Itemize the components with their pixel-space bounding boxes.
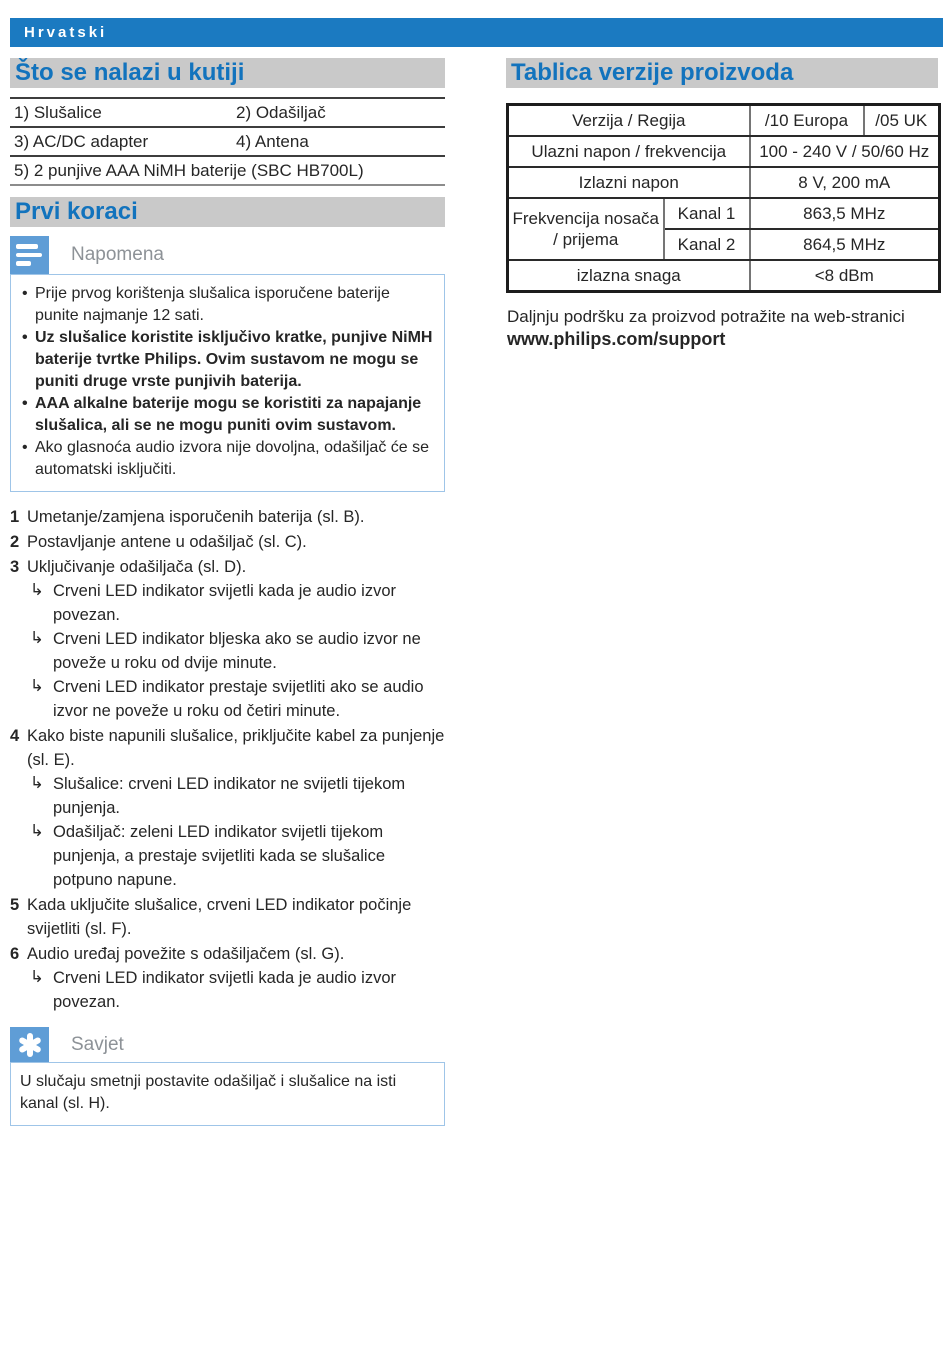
language-header-bar <box>10 18 943 47</box>
step-result-text: Crveni LED indikator bljeska ako se audio izvor ne poveže u roku od dvije minute. <box>53 630 421 672</box>
bullet-icon: • <box>22 285 28 302</box>
tip-asterisk-icon <box>10 1027 49 1062</box>
step-number: 4 <box>10 727 20 745</box>
note-bullet-list <box>20 283 434 481</box>
box-contents-row <box>10 99 445 128</box>
bullet-icon: • <box>22 395 28 412</box>
box-item: 5) 2 punjive AAA NiMH baterije (SBC HB700L) <box>14 161 364 180</box>
note-bullet <box>20 283 434 327</box>
version-eu-cell: /10 Europa <box>750 105 864 137</box>
section-title: Prvi koraci <box>15 198 138 225</box>
table-row <box>508 167 940 198</box>
step-number: 2 <box>10 533 20 551</box>
tip-text: U slučaju smetnji postavite odašiljač i slušalice na isti kanal (sl. H). <box>20 1073 397 1112</box>
note-bullet <box>20 393 434 437</box>
channel1-label-cell: Kanal 1 <box>664 198 750 229</box>
steps-list <box>10 505 445 1014</box>
product-version-table <box>506 103 941 293</box>
step-result <box>30 966 445 1014</box>
support-url: www.philips.com/support <box>507 329 726 349</box>
note-bullet-text: AAA alkalne baterije mogu se koristiti za napajanje slušalica, ali se ne mogu puniti ovim sustavom. <box>35 395 422 434</box>
table-row <box>508 198 940 229</box>
return-arrow-icon: ↳ <box>30 822 44 840</box>
tip-label: Savjet <box>71 1033 124 1055</box>
step-result-text: Crveni LED indikator svijetli kada je audio izvor povezan. <box>53 582 396 624</box>
note-label: Napomena <box>71 244 164 265</box>
step-number: 5 <box>10 896 20 914</box>
version-label-cell: Verzija / Regija <box>508 105 750 137</box>
box-item: 2) Odašiljač <box>236 103 326 122</box>
bullet-icon: • <box>22 329 28 346</box>
output-value-cell: 8 V, 200 mA <box>750 167 940 198</box>
step-text: Kako biste napunili slušalice, priključite kabel za punjenje (sl. E). <box>27 727 445 769</box>
step-number: 1 <box>10 508 20 526</box>
input-value-cell: 100 - 240 V / 50/60 Hz <box>750 136 940 167</box>
support-text <box>507 305 938 351</box>
step-text: Postavljanje antene u odašiljač (sl. C). <box>27 533 307 551</box>
note-bullet-text: Uz slušalice koristite isključivo kratke, punjive NiMH baterije tvrtke Philips. Ovim sustavom ne mogu se puniti druge vrste punjivih baterija. <box>35 329 433 390</box>
frequency-label-cell <box>508 198 664 260</box>
note-bullet-text: Prije prvog korištenja slušalica isporučene baterije punite najmanje 12 sati. <box>35 285 390 324</box>
section-header-whats-in-box <box>10 58 445 88</box>
table-row <box>508 260 940 292</box>
step-number: 6 <box>10 945 20 963</box>
power-value-cell: <8 dBm <box>750 260 940 292</box>
tip-callout-header <box>10 1027 445 1062</box>
frequency-label-line1: Frekvencija nosača <box>512 209 659 228</box>
step-result <box>30 675 445 723</box>
step-item <box>10 893 445 941</box>
bullet-icon: • <box>22 439 28 456</box>
input-label-cell: Ulazni napon / frekvencija <box>508 136 750 167</box>
step-item <box>10 724 445 892</box>
step-item <box>10 530 445 554</box>
step-result-text: Crveni LED indikator prestaje svijetliti ako se audio izvor ne poveže u roku od četiri minute. <box>53 678 424 720</box>
channel2-label-cell: Kanal 2 <box>664 229 750 260</box>
note-icon <box>10 236 49 274</box>
table-row <box>508 105 940 137</box>
box-item: 3) AC/DC adapter <box>14 132 149 151</box>
channel2-value-cell: 864,5 MHz <box>750 229 940 260</box>
step-result <box>30 627 445 675</box>
step-text: Umetanje/zamjena isporučenih baterija (sl. B). <box>27 508 365 526</box>
note-box <box>10 274 445 492</box>
frequency-label-line2: / prijema <box>553 230 619 249</box>
step-item <box>10 505 445 529</box>
box-contents-row <box>10 157 445 186</box>
return-arrow-icon: ↳ <box>30 774 44 792</box>
left-column <box>10 58 445 1126</box>
note-bullet-text: Ako glasnoća audio izvora nije dovoljna, odašiljač će se automatski isključiti. <box>35 439 430 478</box>
return-arrow-icon: ↳ <box>30 677 44 695</box>
box-item: 4) Antena <box>236 132 309 151</box>
step-result-text: Odašiljač: zeleni LED indikator svijetli tijekom punjenja, a prestaje svijetliti kada se slušalice potpuno napune. <box>53 823 386 889</box>
support-line: Daljnju podršku za proizvod potražite na web-stranici <box>507 307 905 326</box>
power-label-cell: izlazna snaga <box>508 260 750 292</box>
version-uk-cell: /05 UK <box>864 105 940 137</box>
box-contents-row <box>10 128 445 157</box>
step-result-text: Slušalice: crveni LED indikator ne svijetli tijekom punjenja. <box>53 775 406 817</box>
step-result <box>30 579 445 627</box>
step-text: Audio uređaj povežite s odašiljačem (sl. G). <box>27 945 345 963</box>
step-result <box>30 820 445 892</box>
step-text: Uključivanje odašiljača (sl. D). <box>27 558 247 576</box>
box-item: 1) Slušalice <box>14 103 102 122</box>
return-arrow-icon: ↳ <box>30 629 44 647</box>
note-callout-header <box>10 236 445 274</box>
tip-box <box>10 1062 445 1126</box>
note-bullet <box>20 437 434 481</box>
section-title: Tablica verzije proizvoda <box>511 59 794 86</box>
note-bullet <box>20 327 434 393</box>
step-result-text: Crveni LED indikator svijetli kada je audio izvor povezan. <box>53 969 396 1011</box>
return-arrow-icon: ↳ <box>30 581 44 599</box>
step-item <box>10 555 445 723</box>
channel1-value-cell: 863,5 MHz <box>750 198 940 229</box>
step-result <box>30 772 445 820</box>
section-header-version-table <box>506 58 938 88</box>
language-label: Hrvatski <box>24 24 108 41</box>
table-row <box>508 136 940 167</box>
step-text: Kada uključite slušalice, crveni LED indikator počinje svijetliti (sl. F). <box>27 896 412 938</box>
step-number: 3 <box>10 558 20 576</box>
section-header-first-steps <box>10 197 445 227</box>
right-column <box>506 58 938 351</box>
section-title: Što se nalazi u kutiji <box>15 59 245 86</box>
output-label-cell: Izlazni napon <box>508 167 750 198</box>
return-arrow-icon: ↳ <box>30 968 44 986</box>
box-contents-list <box>10 97 445 186</box>
step-item <box>10 942 445 1014</box>
